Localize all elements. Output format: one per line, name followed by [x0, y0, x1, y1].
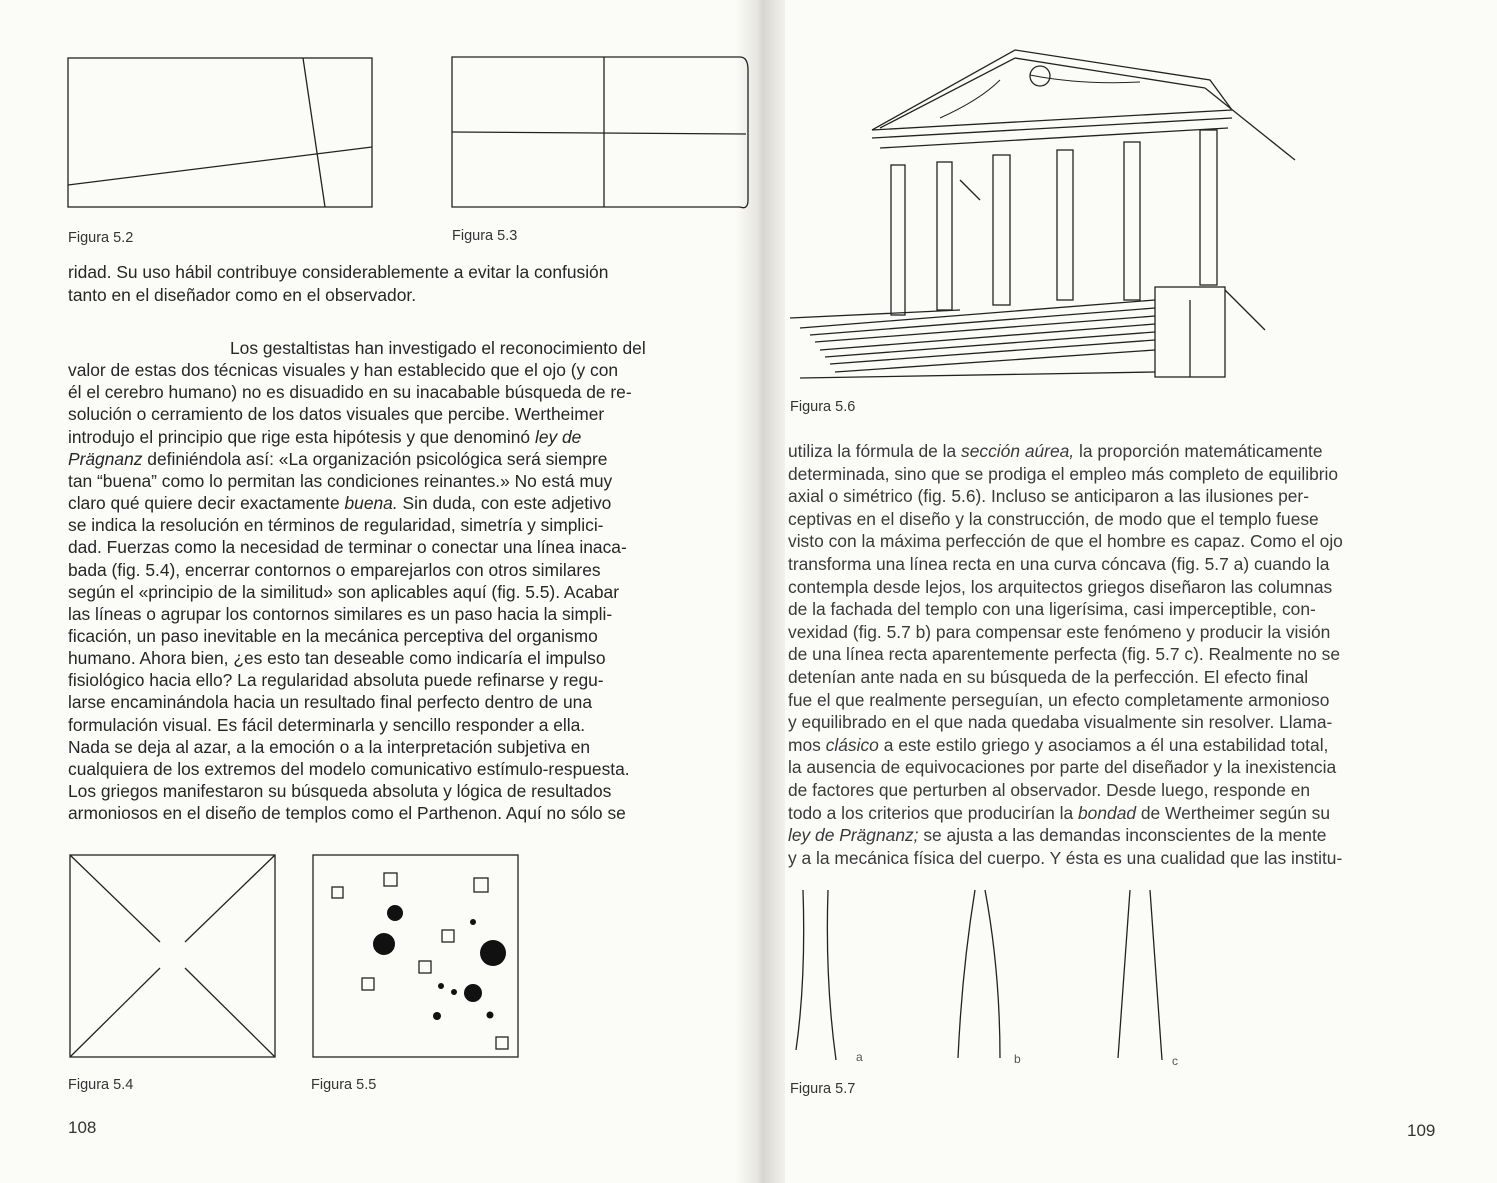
- italic-text: bondad: [1078, 802, 1137, 823]
- figure-5-5: [313, 855, 518, 1057]
- text-line: [788, 441, 1323, 462]
- figure-5-7-label-a: a: [856, 1050, 863, 1064]
- text-line: [788, 735, 1328, 756]
- caption-figure-5-5: Figura 5.5: [311, 1077, 377, 1093]
- text-line: [788, 825, 1326, 846]
- figure-5-7: [796, 890, 1162, 1060]
- text-segment: y equilibrado en el que nada quedaba visualmente sin resolver. Llama-: [788, 712, 1333, 733]
- figure-5-7-label-b: b: [1014, 1052, 1021, 1066]
- text-segment: Los gestaltistas han investigado el reconocimiento del: [230, 338, 646, 358]
- caption-figure-5-7: Figura 5.7: [790, 1081, 856, 1097]
- text-segment: ficación, un paso inevitable en la mecánica perceptiva del organismo: [68, 625, 598, 646]
- text-segment: fisiológico hacia ello? La regularidad absoluta puede refinarse y regu-: [68, 670, 604, 691]
- text-segment: y a la mecánica física del cuerpo. Y ésta es una cualidad que las institu-: [788, 847, 1343, 868]
- text-segment: las líneas o agrupar los contornos similares es un paso hacia la simpli-: [68, 603, 613, 624]
- italic-text: sección aúrea,: [961, 441, 1075, 461]
- text-segment: detenían ante nada en su búsqueda de la perfección. El efecto final: [788, 667, 1309, 687]
- caption-figure-5-3: Figura 5.3: [452, 228, 518, 244]
- text-segment: Nada se deja al azar, a la emoción o a la interpretación subjetiva en: [68, 736, 591, 757]
- text-segment: de factores que perturben al observador. Desde luego, responde en: [788, 780, 1311, 800]
- text-line: [68, 670, 604, 691]
- text-segment: se indica la resolución en términos de regularidad, simetría y simplici-: [68, 515, 604, 536]
- text-segment: bada (fig. 5.4), encerrar contornos o emparejarlos con otros similares: [68, 559, 601, 580]
- text-line: [68, 493, 611, 514]
- text-segment: Los griegos manifestaron su búsqueda absoluta y lógica de resultados: [68, 781, 612, 801]
- text-line: [68, 449, 607, 470]
- figure-5-7-label-c: c: [1172, 1054, 1178, 1068]
- text-segment: ridad. Su uso hábil contribuye considerablemente a evitar la confusión: [68, 262, 609, 282]
- text-line: [68, 560, 601, 581]
- text-segment: la ausencia de equivocaciones por parte del diseñador y la inexistencia: [788, 757, 1337, 778]
- text-line: [68, 759, 630, 780]
- text-line: [68, 692, 592, 713]
- text-line: [68, 737, 590, 758]
- italic-text: ley de: [534, 426, 582, 447]
- text-segment: de la fachada del templo con una ligerísima, casi imperceptible, con-: [788, 599, 1316, 620]
- text-line: [788, 622, 1330, 643]
- text-segment: introdujo el principio que rige esta hipótesis y que denominó: [68, 426, 535, 447]
- text-line: [68, 262, 608, 283]
- text-segment: armoniosos en el diseño de templos como el Parthenon. Aquí no sólo se: [68, 803, 626, 824]
- text-line: [788, 486, 1309, 507]
- text-segment: visto con la máxima perfección de que el hombre es capaz. Como el ojo: [788, 531, 1343, 552]
- text-segment: según el «principio de la similitud» son aplicables aquí (fig. 5.5). Acabar: [68, 581, 620, 602]
- text-segment: solución o cerramiento de los datos visuales que percibe. Wertheimer: [68, 404, 605, 425]
- text-line: [68, 404, 604, 425]
- page-number-left: 108: [68, 1118, 97, 1137]
- text-line: [788, 554, 1329, 575]
- text-segment: contempla desde lejos, los arquitectos griegos diseñaron las columnas: [788, 576, 1333, 597]
- text-line: [788, 757, 1336, 778]
- text-segment: ceptivas en el diseño y la construcción, de modo que el templo fuese: [788, 508, 1319, 529]
- caption-figure-5-6: Figura 5.6: [790, 399, 856, 415]
- figure-5-6-temple: [790, 50, 1295, 378]
- text-segment: claro qué quiere decir exactamente: [68, 493, 345, 514]
- text-line: [68, 537, 627, 558]
- text-line: [788, 667, 1308, 688]
- caption-figure-5-2: Figura 5.2: [68, 230, 134, 246]
- text-segment: fue el que realmente perseguían, un efecto completamente armonioso: [788, 689, 1330, 710]
- text-segment: se ajusta a las demandas inconscientes de la mente: [918, 825, 1327, 846]
- text-line: [788, 577, 1332, 598]
- text-segment: tan “buena” como lo permitan las condiciones reinantes.» No está muy: [68, 470, 613, 491]
- text-segment: valor de estas dos técnicas visuales y han establecido que el ojo (y con: [68, 360, 619, 381]
- text-line: [68, 648, 606, 669]
- italic-text: buena.: [344, 493, 398, 514]
- text-line: [68, 360, 618, 381]
- text-segment: utiliza la fórmula de la: [788, 441, 962, 461]
- figure-5-2: [68, 58, 372, 207]
- italic-text: Prägnanz: [68, 448, 143, 469]
- text-line: [788, 599, 1316, 620]
- text-line: [788, 712, 1332, 733]
- text-segment: vexidad (fig. 5.7 b) para compensar este fenómeno y producir la visión: [788, 621, 1331, 642]
- page-number-right: 109: [1407, 1121, 1436, 1140]
- text-line: [68, 382, 632, 403]
- text-line: [788, 690, 1329, 711]
- text-line: [788, 509, 1319, 530]
- text-line: [68, 626, 598, 647]
- text-line: [68, 427, 581, 448]
- text-segment: transforma una línea recta en una curva cóncava (fig. 5.7 a) cuando la: [788, 554, 1330, 574]
- text-line: [68, 285, 416, 306]
- text-line: [788, 848, 1342, 869]
- text-segment: Sin duda, con este adjetivo: [397, 493, 612, 514]
- figure-5-3: [452, 57, 748, 208]
- text-line: [68, 582, 619, 603]
- figure-5-4: [70, 855, 275, 1057]
- caption-figure-5-4: Figura 5.4: [68, 1077, 134, 1093]
- text-line: [68, 604, 612, 625]
- text-segment: a este estilo griego y asociamos a él una estabilidad total,: [878, 734, 1329, 755]
- text-segment: definiéndola así: «La organización psicológica será siempre: [142, 448, 608, 469]
- text-segment: todo a los criterios que producirían la: [788, 802, 1079, 823]
- italic-text: clásico: [825, 734, 879, 755]
- text-line: [788, 780, 1310, 801]
- text-line: [788, 803, 1330, 824]
- text-line: [68, 715, 585, 736]
- text-segment: tanto en el diseñador como en el observador.: [68, 285, 417, 305]
- text-segment: axial o simétrico (fig. 5.6). Incluso se anticiparon a las ilusiones per-: [788, 486, 1309, 507]
- text-line: [788, 531, 1343, 552]
- text-segment: larse encaminándola hacia un resultado final perfecto dentro de una: [68, 692, 593, 713]
- italic-text: ley de Prägnanz;: [788, 825, 919, 846]
- text-segment: de una línea recta aparentemente perfecta (fig. 5.7 c). Realmente no se: [788, 644, 1340, 665]
- text-segment: dad. Fuerzas como la necesidad de terminar o conectar una línea inaca-: [68, 537, 627, 558]
- text-line: [68, 471, 612, 492]
- text-segment: humano. Ahora bien, ¿es esto tan deseable como indicaría el impulso: [68, 648, 606, 669]
- text-segment: mos: [788, 734, 826, 755]
- text-line: [788, 464, 1338, 485]
- text-segment: determinada, sino que se prodiga el empleo más completo de equilibrio: [788, 463, 1339, 484]
- text-line: [788, 644, 1340, 665]
- text-line: [230, 338, 646, 359]
- text-line: [68, 803, 626, 824]
- text-segment: de Wertheimer según su: [1136, 802, 1331, 823]
- text-line: [68, 781, 611, 802]
- text-segment: él el cerebro humano) no es disuadido en su inacabable búsqueda de re-: [68, 382, 632, 403]
- text-segment: formulación visual. Es fácil determinarla y sencillo responder a ella.: [68, 714, 586, 735]
- text-line: [68, 515, 603, 536]
- text-segment: la proporción matemáticamente: [1074, 441, 1323, 461]
- text-segment: cualquiera de los extremos del modelo comunicativo estímulo-respuesta.: [68, 758, 630, 779]
